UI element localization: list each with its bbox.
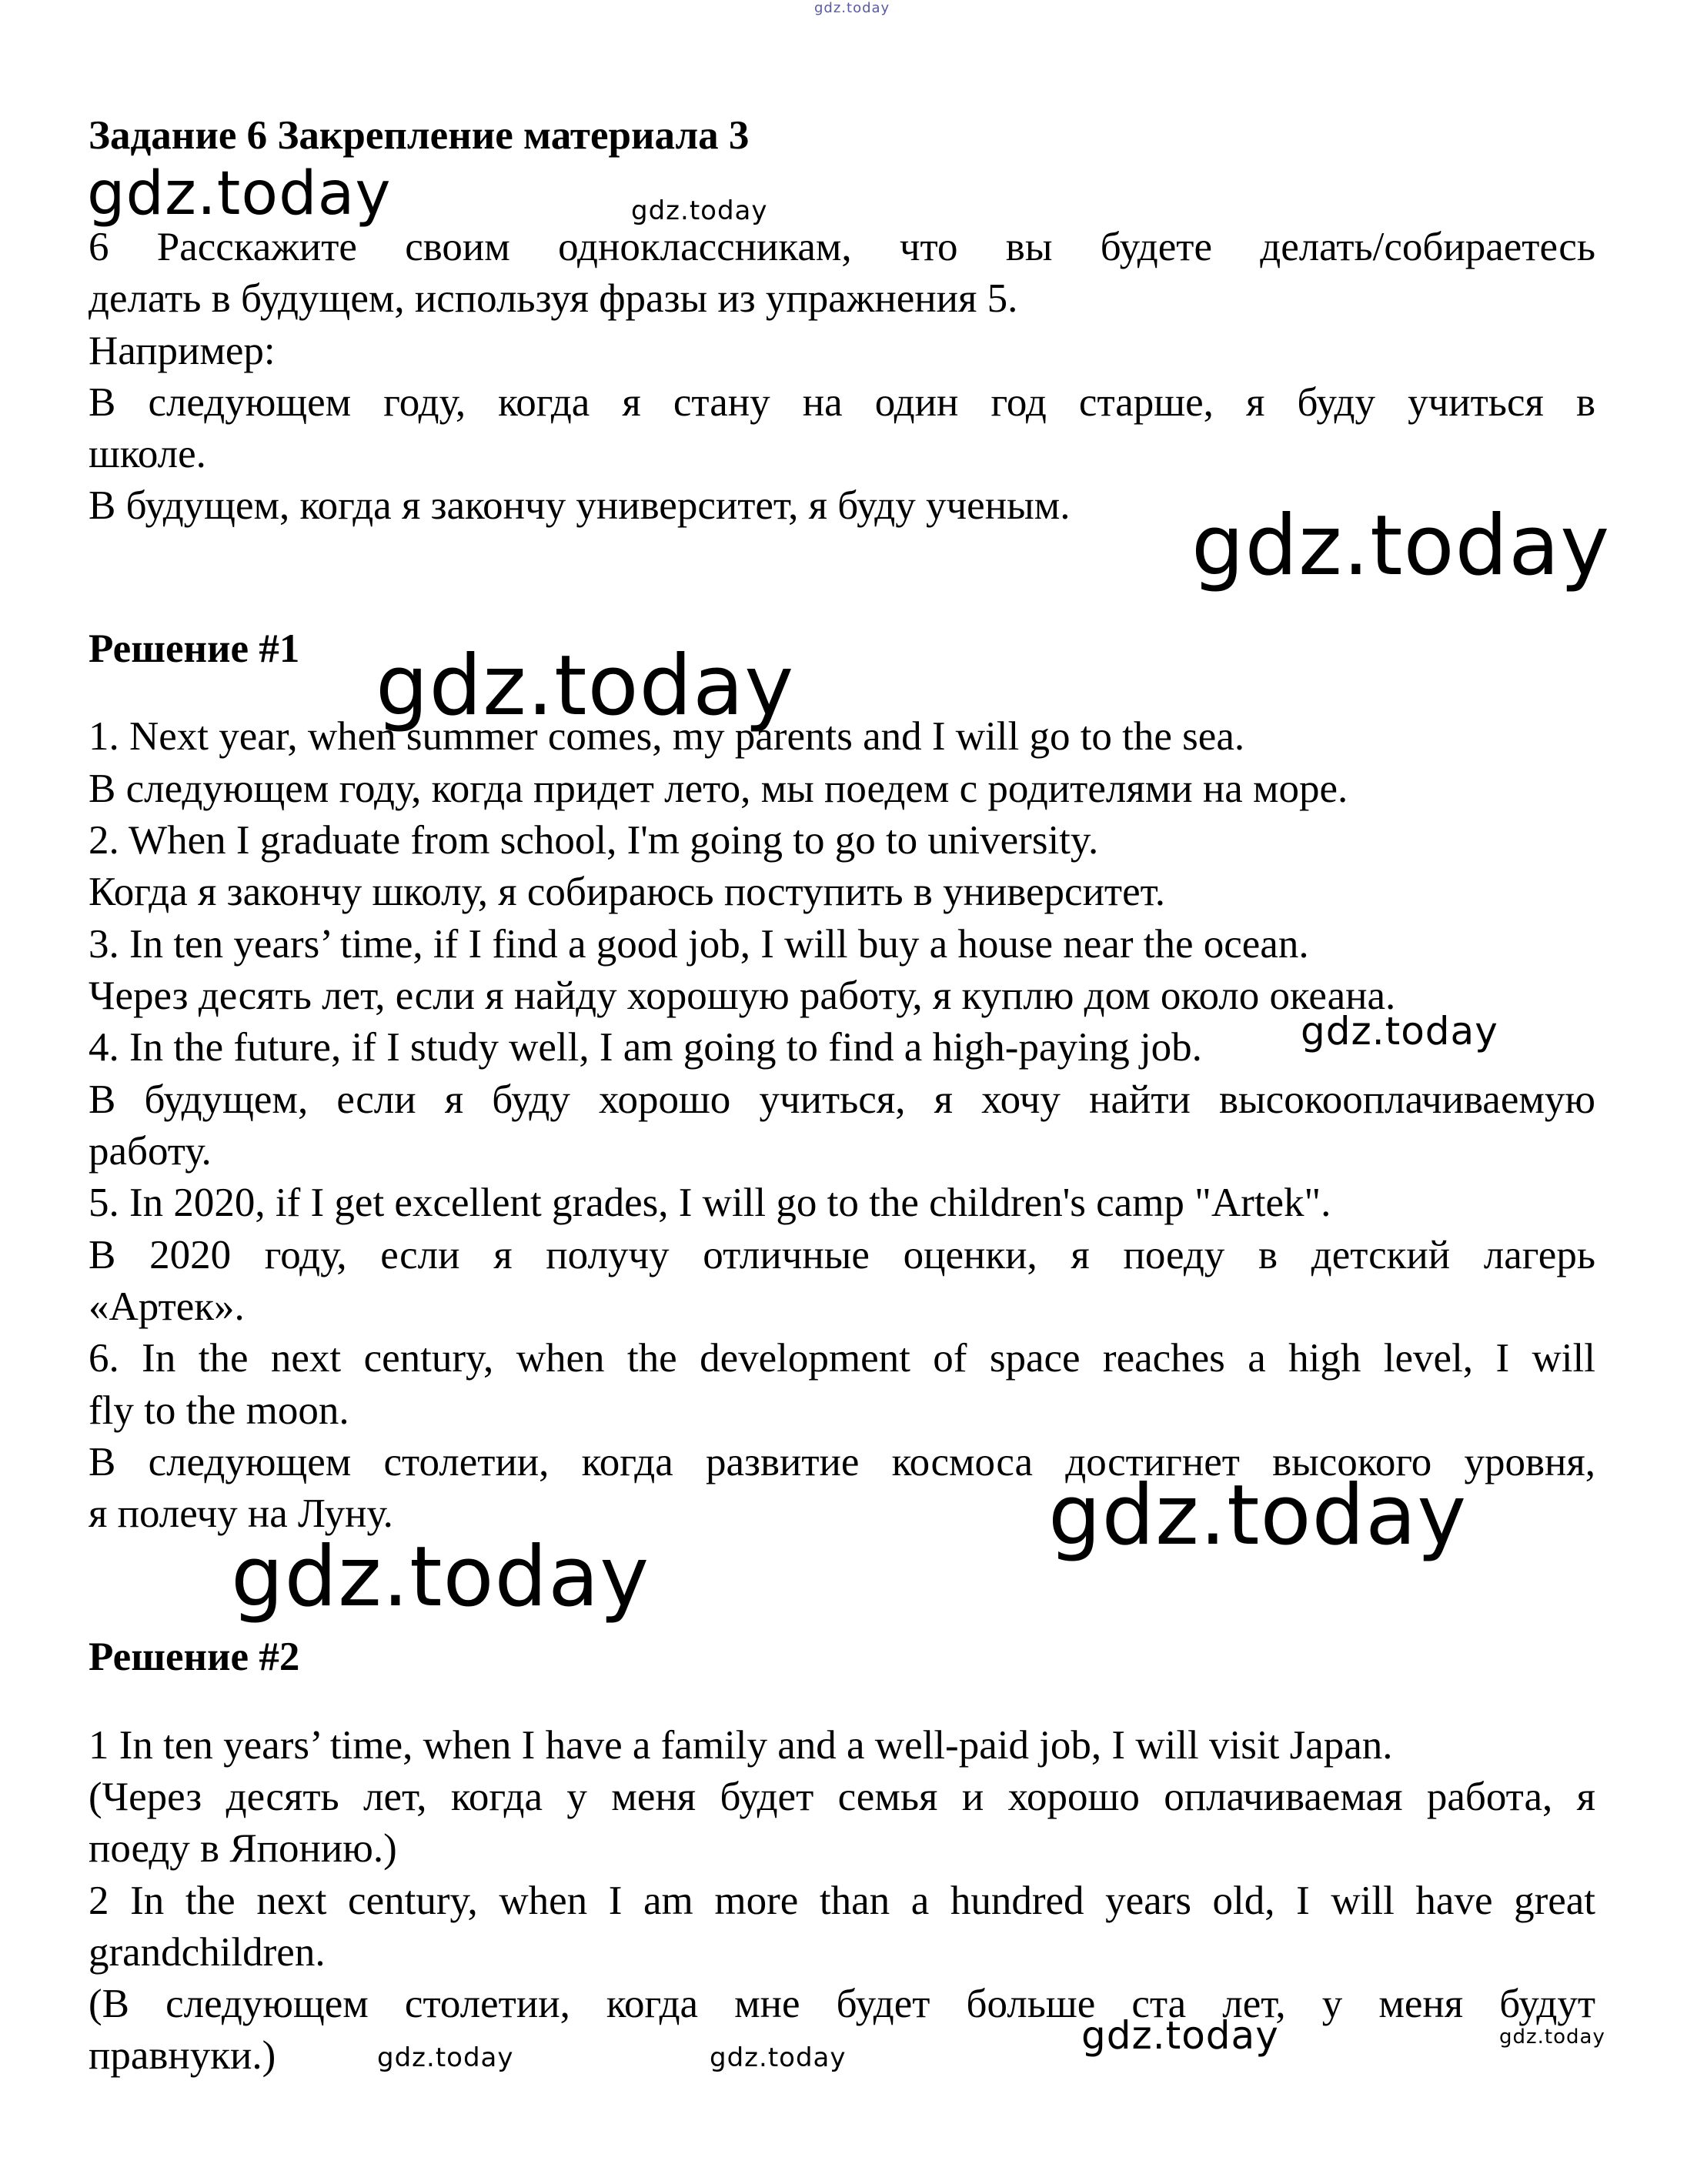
solution-2-line: grandchildren. xyxy=(89,1930,326,1975)
watermark: gdz.today xyxy=(710,2042,847,2073)
solution-1-line: В следующем году, когда придет лето, мы поедем с родителями на море. xyxy=(89,766,1348,811)
watermark: gdz.today xyxy=(1301,1009,1498,1054)
solution-1-line: В будущем, если я буду хорошо учиться, я хочу найти высокооплачиваемую xyxy=(89,1077,1595,1122)
watermark: gdz.today xyxy=(231,1529,650,1625)
solution-2-line: 2 In the next century, when I am more than a hundred years old, I will have great xyxy=(89,1878,1595,1923)
solution-1-line: я полечу на Луну. xyxy=(89,1491,393,1536)
solution-1-line: 3. In ten years’ time, if I find a good job, I will buy a house near the ocean. xyxy=(89,922,1309,967)
solution-1-line: 6. In the next century, when the development of space reaches a high level, I will xyxy=(89,1336,1595,1381)
task-line: В будущем, когда я закончу университет, я буду ученым. xyxy=(89,483,1071,528)
watermark: gdz.today xyxy=(1499,2025,1605,2049)
watermark: gdz.today xyxy=(631,195,768,226)
solution-1-line: fly to the moon. xyxy=(89,1388,349,1433)
task-line: Например: xyxy=(89,329,276,373)
task-line: школе. xyxy=(89,432,206,476)
solution-1-line: 5. In 2020, if I get excellent grades, I will go to the children's camp "Artek". xyxy=(89,1180,1331,1225)
watermark: gdz.today xyxy=(1191,498,1611,594)
watermark: gdz.today xyxy=(377,2042,514,2073)
task-line: 6 Расскажите своим одноклассникам, что вы будете делать/собираетесь xyxy=(89,225,1595,269)
solution-2-title: Решение #2 xyxy=(89,1635,300,1679)
solution-2-line: правнуки.) xyxy=(89,2033,276,2078)
watermark-top: gdz.today xyxy=(814,0,890,16)
task-title: Задание 6 Закрепление материала 3 xyxy=(89,113,750,158)
solution-1-line: Через десять лет, если я найду хорошую работу, я куплю дом около океана. xyxy=(89,973,1396,1018)
solution-1-line: 4. In the future, if I study well, I am going to find a high-paying job. xyxy=(89,1025,1202,1070)
solution-2-line: поеду в Японию.) xyxy=(89,1826,397,1871)
watermark: gdz.today xyxy=(376,638,795,734)
solution-1-title: Решение #1 xyxy=(89,626,300,671)
solution-1-line: 2. When I graduate from school, I'm going to go to university. xyxy=(89,818,1099,863)
solution-1-line: «Артек». xyxy=(89,1284,245,1329)
task-line: В следующем году, когда я стану на один год старше, я буду учиться в xyxy=(89,380,1595,425)
solution-2-line: (Через десять лет, когда у меня будет семья и хорошо оплачиваемая работа, я xyxy=(89,1775,1595,1819)
task-line: делать в будущем, используя фразы из упражнения 5. xyxy=(89,276,1018,321)
solution-1-line: работу. xyxy=(89,1129,212,1174)
solution-2-line: 1 In ten years’ time, when I have a family and a well-paid job, I will visit Japan. xyxy=(89,1723,1393,1768)
solution-1-line: В 2020 году, если я получу отличные оценки, я поеду в детский лагерь xyxy=(89,1233,1595,1277)
solution-1-line: Когда я закончу школу, я собираюсь поступить в университет. xyxy=(89,870,1166,914)
watermark: gdz.today xyxy=(1048,1468,1468,1564)
solution-1-line: В следующем столетии, когда развитие космоса достигнет высокого уровня, xyxy=(89,1440,1595,1484)
solution-2-line: (В следующем столетии, когда мне будет больше ста лет, у меня будут xyxy=(89,1982,1595,2026)
solution-1-line: 1. Next year, when summer comes, my parents and I will go to the sea. xyxy=(89,714,1245,759)
watermark: gdz.today xyxy=(1081,2013,1279,2058)
watermark: gdz.today xyxy=(87,159,392,229)
